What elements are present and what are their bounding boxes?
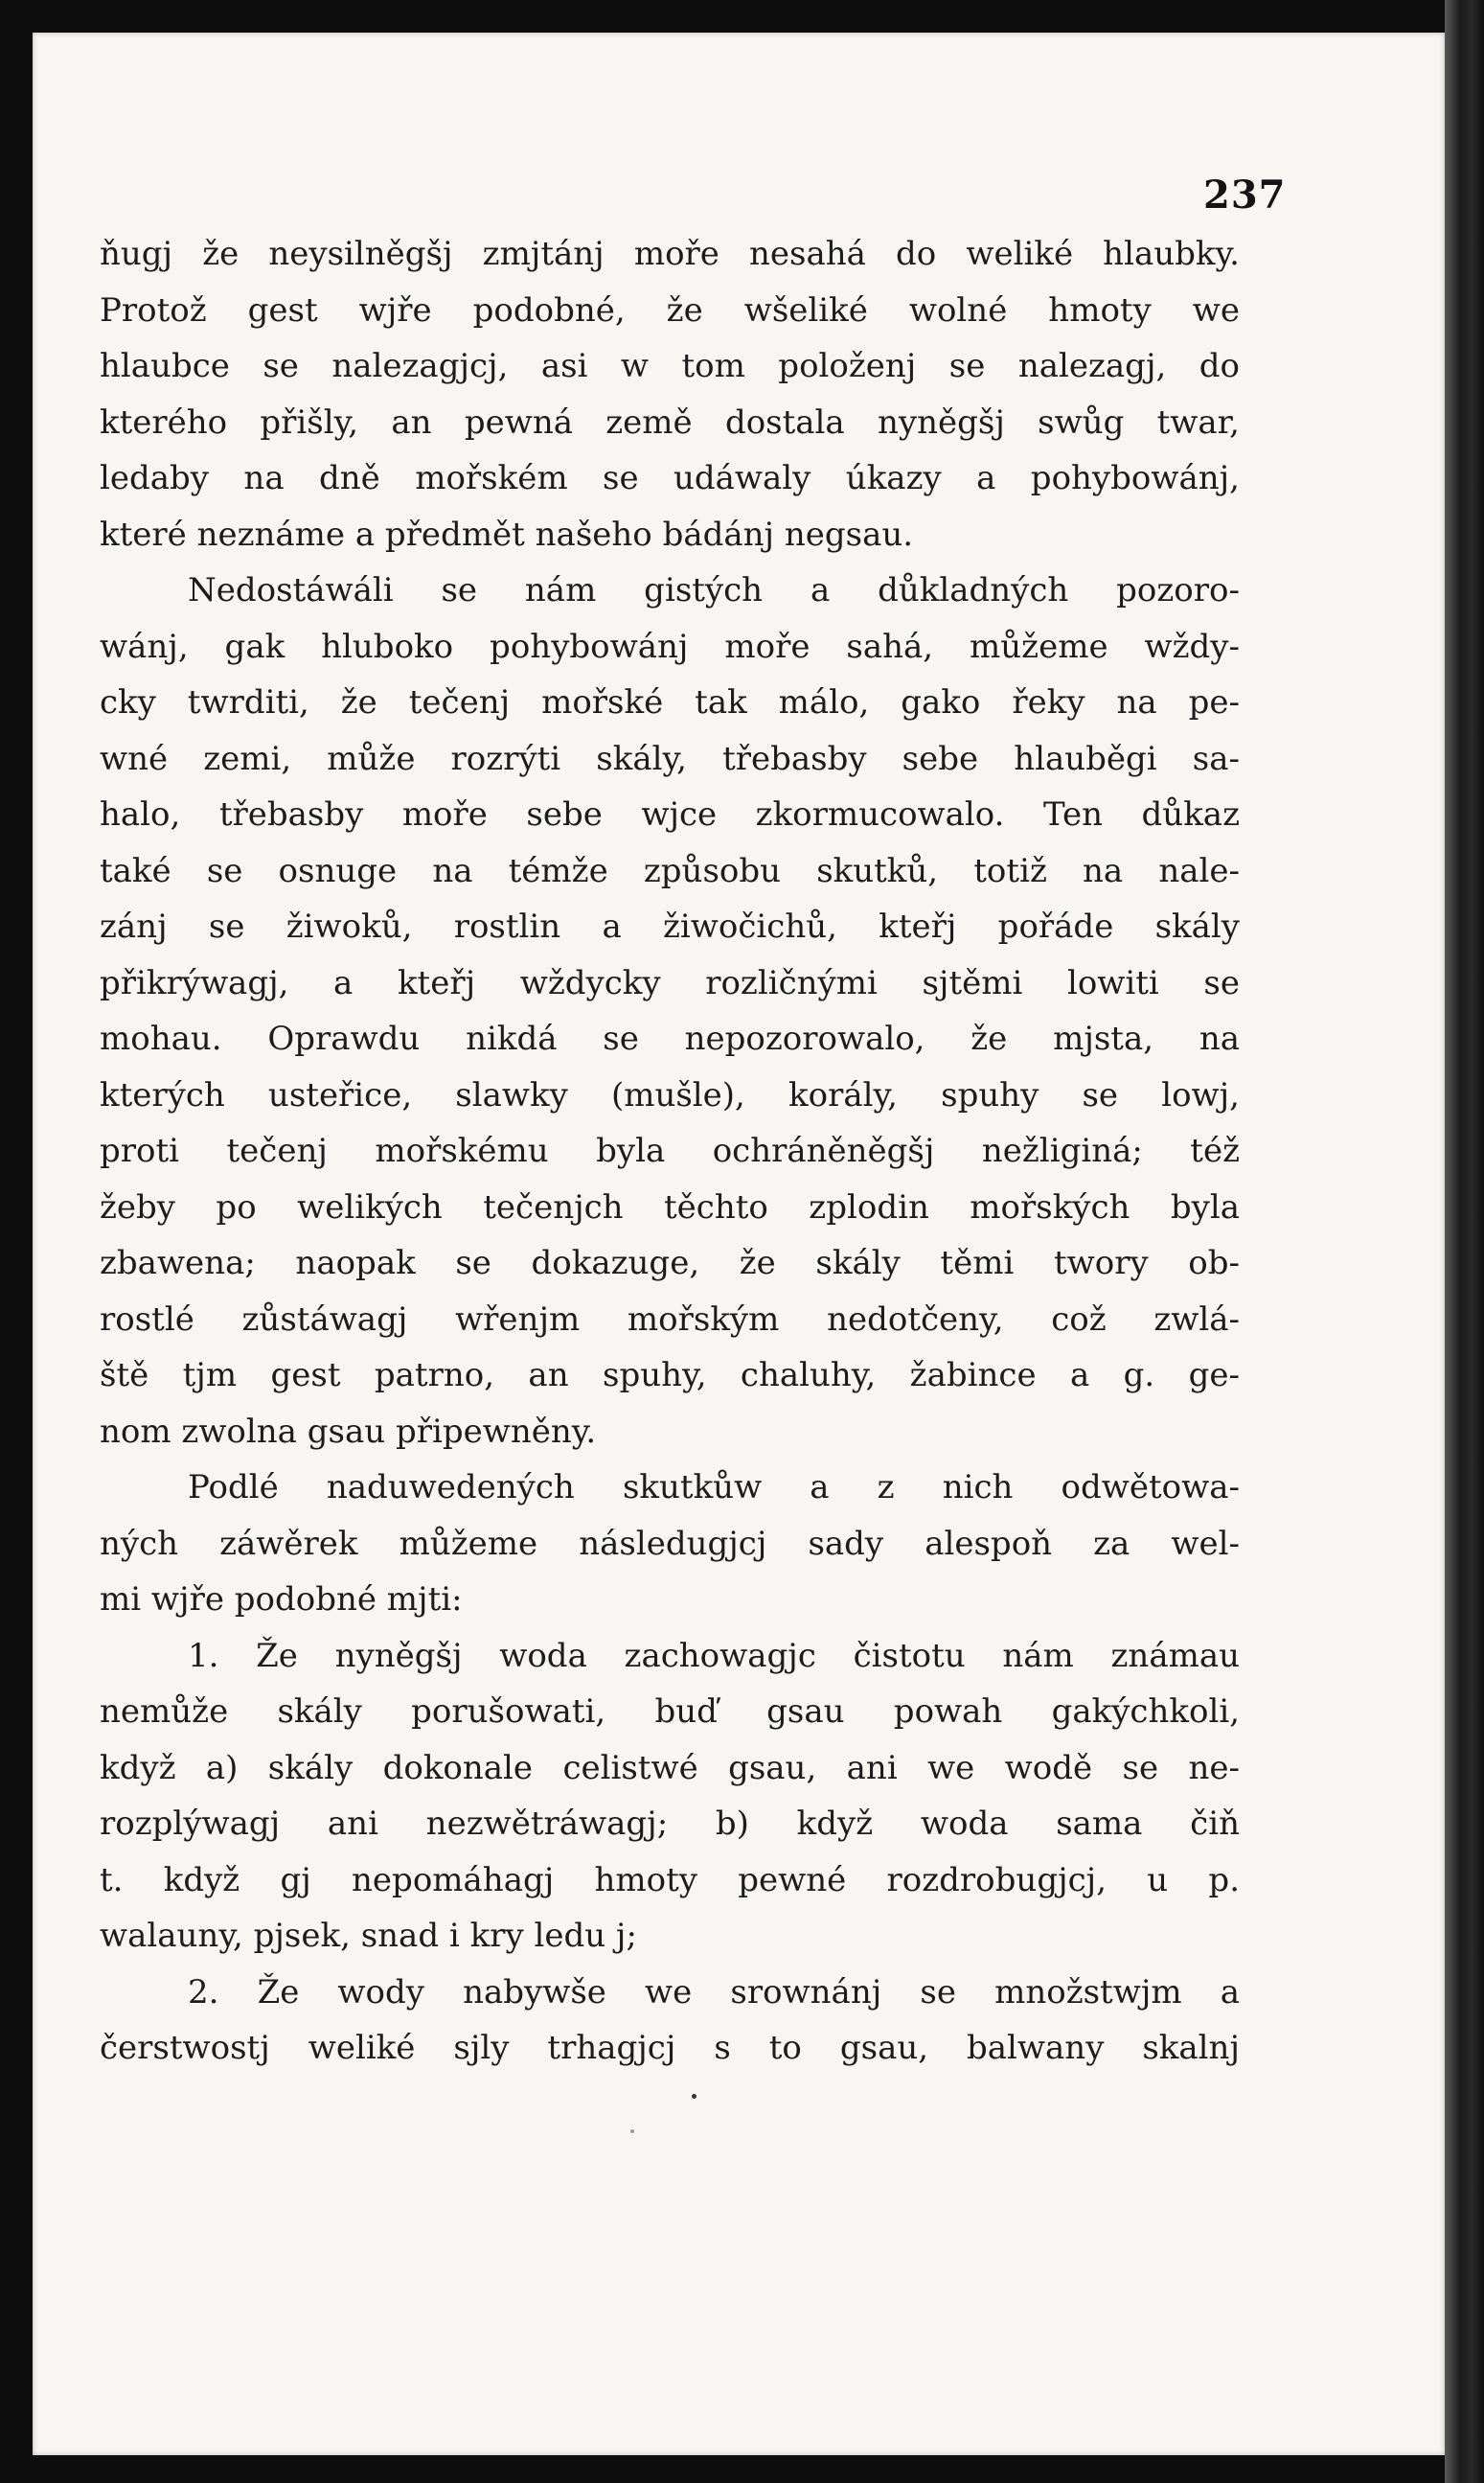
text-line: wánj, gak hluboko pohybowánj moře sahá, můžeme wždy-: [100, 627, 1240, 666]
text-line: 2. Že wody nabywše we srownánj se množstwjm a: [188, 1972, 1240, 2012]
text-line: t. když gj nepomáhagj hmoty pewné rozdrobugjcj, u p.: [100, 1860, 1240, 1899]
text-line: 1. Že nyněgšj woda zachowagjc čistotu nám známau: [188, 1636, 1240, 1675]
text-line: kterého přišly, an pewná země dostala nyněgšj swůg twar,: [100, 402, 1240, 442]
text-line: kterých usteřice, slawky (mušle), korály, spuhy se lowj,: [100, 1075, 1240, 1115]
text-line: proti tečenj mořskému byla ochráněněgšj nežliginá; též: [100, 1132, 1240, 1170]
page-edge-shadow: [1445, 0, 1484, 2483]
text-line: ště tjm gest patrno, an spuhy, chaluhy, žabince a g. ge-: [100, 1356, 1240, 1394]
text-line: nom zwolna gsau připewněny.: [100, 1412, 597, 1451]
text-line: rozplýwagj ani nezwětráwagj; b) když woda sama čiň: [100, 1805, 1240, 1843]
text-line: Nedostáwáli se nám gistých a důkladných pozoro-: [188, 571, 1240, 609]
text-line: ledaby na dně mořském se udáwaly úkazy a pohybowánj,: [100, 459, 1240, 497]
text-line: nemůže skály porušowati, buď gsau powah gakýchkoli,: [100, 1692, 1240, 1731]
body-text: [100, 226, 1240, 2077]
text-line: když a) skály dokonale celistwé gsau, ani we wodě se ne-: [100, 1748, 1240, 1787]
text-line: wné zemi, může rozrýti skály, třebasby sebe hlauběgi sa-: [100, 739, 1240, 778]
text-line: mi wjře podobné mjti:: [100, 1580, 463, 1619]
text-line: mohau. Oprawdu nikdá se nepozorowalo, že mjsta, na: [100, 1020, 1240, 1058]
text-line: rostlé zůstáwagj wřenjm mořským nedotčeny, což zwlá-: [100, 1299, 1240, 1339]
text-line: ňugj že neysilněgšj zmjtánj moře nesahá do weliké hlaubky.: [100, 235, 1240, 273]
text-line: přikrýwagj, a kteřj wždycky rozličnými sjtěmi lowiti se: [100, 963, 1240, 1002]
text-line: ných záwěrek můžeme následugjcj sady alespoň za wel-: [100, 1524, 1240, 1563]
text-line: halo, třebasby moře sebe wjce zkormucowalo. Ten důkaz: [100, 795, 1240, 834]
text-line: čerstwostj weliké sjly trhagjcj s to gsau, balwany skalnj: [100, 2029, 1240, 2067]
text-line: Podlé naduwedených skutkůw a z nich odwětowa-: [188, 1468, 1240, 1506]
text-line: walauny, pjsek, snad i kry ledu j;: [100, 1917, 637, 1955]
text-line: Protož gest wjře podobné, že wšeliké wolné hmoty we: [100, 290, 1240, 330]
text-line: cky twrditi, že tečenj mořské tak málo, gako řeky na pe-: [100, 683, 1240, 722]
text-line: hlaubce se nalezagjcj, asi w tom položenj se nalezagj, do: [100, 347, 1240, 385]
ink-speck: [692, 2094, 696, 2099]
text-line: zánj se žiwoků, rostlin a žiwočichů, kteřj pořáde skály: [100, 908, 1240, 946]
text-line: které neznáme a předmět našeho bádánj negsau.: [100, 515, 914, 554]
text-line: žeby po welikých tečenjch těchto zplodin mořských byla: [100, 1187, 1240, 1227]
page-number: 237: [1203, 172, 1287, 218]
text-line: zbawena; naopak se dokazuge, že skály těmi twory ob-: [100, 1244, 1240, 1282]
text-line: také se osnuge na témže způsobu skutků, totiž na nale-: [100, 851, 1240, 890]
ink-speck: [630, 2129, 634, 2133]
